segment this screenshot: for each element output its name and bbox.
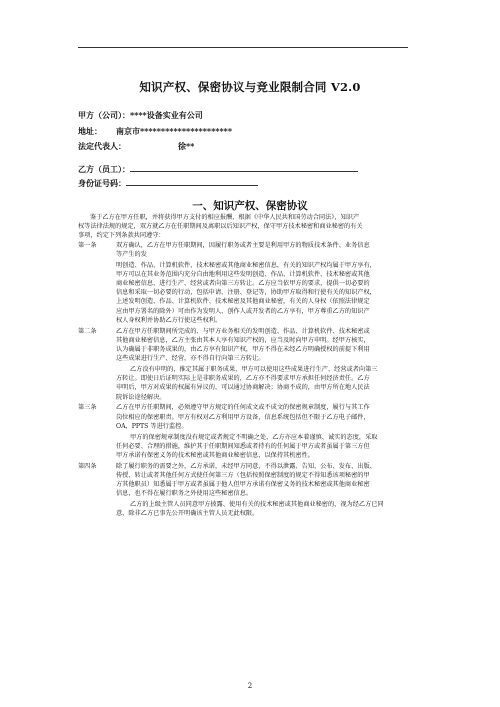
legal-rep-line	[78, 141, 194, 152]
text-line: 院诉讼途径解决。	[116, 393, 166, 401]
text-line: 除了履行职务的需要之外，乙方承诺，未经甲方同意，不得以泄露、告知、公布、发布、出版、	[116, 462, 376, 470]
party-b-label: 乙方（员工）：	[78, 164, 130, 174]
article-label: 第二条	[78, 327, 97, 335]
text-line: 方其他职员）知悉属于甲方或者虽属于他人但甲方承诺有保密义务的技术秘密或其他商业秘密	[116, 481, 370, 489]
article-label: 第一条	[78, 241, 97, 249]
text-line: 传授、转让或者其他任何方式使任何第三方（包括按照保密制度的规定不得知悉该项秘密的甲	[116, 472, 370, 479]
text-line: 上述发明创造、作品、计算机软件、技术秘密及其他商业秘密，有关的人身权（依照法律规定	[116, 298, 370, 306]
address-line	[78, 126, 232, 137]
text-line: 事项，约定下列条款共同遵守：	[78, 232, 165, 240]
legal-rep-label: 法定代表人：	[78, 141, 126, 151]
document-title: 知识产权、保密协议与竞业限制合同 V2.0	[139, 80, 361, 94]
text-line: 权人身权利并协助乙方行使这些权利。	[116, 316, 222, 324]
text-line: 这些成果进行生产、经营，亦不得自行向第三方转让。	[116, 355, 265, 363]
address-value: 南京市**********************	[116, 126, 233, 136]
text-line: 意，除非乙方已事先公开明确该主管人员无此权限。	[116, 510, 259, 518]
text-line: 申明后，甲方对成果的权属有异议的，可以通过协商解决；协商不成的，由甲方所在地人民法	[116, 384, 370, 392]
party-a-label: 甲方（公司）：	[78, 110, 130, 120]
text-line: 信息和采取一切必要的行动，包括申请、注册、登记等，协助甲方取得和行使有关的知识产权，	[116, 289, 376, 297]
section-title: 一、知识产权、保密协议	[192, 200, 308, 212]
text-line: 甲方的保密规章制度没有规定或者规定不明确之处，乙方亦应本着谨慎、诚实的态度，采取	[130, 433, 378, 441]
party-b-line	[78, 163, 358, 175]
text-line: 其他商业秘密信息，乙方主张由其本人享有知识产权的，应当及时向甲方申明。经甲方核实，	[116, 336, 370, 344]
text-line: 鉴于乙方在甲方任职，并将获得甲方支付的相应报酬，根据《中华人民共和国劳动合同法》，知识产	[90, 214, 360, 221]
text-line: 岗位相应的保密职责。甲方有权对乙方利用甲方设备，信息系统包括但不限于乙方电子邮件，	[116, 413, 370, 421]
text-line: 方转让。即使日后证明实际上是非职务成果的，乙方亦不得要求甲方承担任何经济责任。乙方	[116, 375, 370, 383]
text-line: 任何必要、合理的措施，维护其于任职期间知悉或者持有的任何属于甲方或者虽属于第三方但	[116, 442, 370, 450]
id-number-blank[interactable]	[126, 177, 258, 186]
address-label: 地址：	[78, 126, 102, 136]
text-line: 应由甲方署名的除外）可由作为发明人、创作人或开发者的乙方享有，甲方尊重乙方的知识产	[116, 307, 370, 315]
party-a-line	[78, 110, 203, 121]
text-line: 双方确认，乙方在甲方任职期间，因履行职务或者主要是利用甲方的物质技术条件、业务信息	[116, 241, 370, 249]
text-line: 乙方的上级主管人员同意甲方披露、使用有关的技术秘密或其他商业秘密的，视为经乙方已同	[130, 501, 384, 509]
text-line: 商业秘密信息，进行生产、经营或者向第三方转让。乙方应当依甲方的要求，提供一切必要的	[116, 280, 370, 287]
text-line: 甲方承诺有保密义务的技术秘密或其他商业秘密信息，以保持其机密性。	[116, 452, 314, 459]
id-number-line	[78, 177, 258, 189]
text-line: 乙方在甲方任职期间所完成的、与甲方业务相关的发明创造、作品、计算机软件、技术秘密或	[116, 327, 370, 335]
text-line: 乙方没有申明的，推定其属于职务成果，甲方可以使用这些成果进行生产、经营或者向第三	[130, 366, 378, 373]
header-rule	[78, 47, 408, 48]
text-line: 权等法律法规的规定，双方就乙方在任职期间及离职以后知识产权，保守甲方技术秘密和商业秘密的有关	[78, 223, 363, 231]
text-line: 甲方可以在其业务范围内充分自由地利用这些发明创造、作品、计算机软件、技术秘密或其他	[116, 270, 370, 278]
page-number: 2	[247, 682, 253, 690]
text-line: OA，PPTS 等进行监控。	[116, 422, 188, 430]
text-line: 明创造、作品、计算机软件、技术秘密或其他商业秘密信息，有关的知识产权均属于甲方享有，	[116, 261, 376, 269]
party-a-value: ****设备实业有公司	[130, 110, 203, 120]
legal-rep-value: 徐**	[178, 141, 195, 151]
id-number-label: 身份证号码：	[78, 178, 126, 188]
text-line: 认为确属于非职务成果的，由乙方享有知识产权，甲方不得在未经乙方明确授权的前提下利用	[116, 346, 370, 353]
text-line: 信息，也不得在履行职务之外使用这些秘密信息。	[116, 490, 253, 498]
article-label: 第四条	[78, 462, 97, 470]
party-b-blank[interactable]	[130, 163, 358, 172]
text-line: 乙方在甲方任职期间，必须遵守甲方规定的任何成文或不成文的保密规章制度，履行与其工作	[116, 404, 370, 412]
text-line: 等产生的发	[116, 250, 147, 258]
article-label: 第三条	[78, 404, 97, 412]
